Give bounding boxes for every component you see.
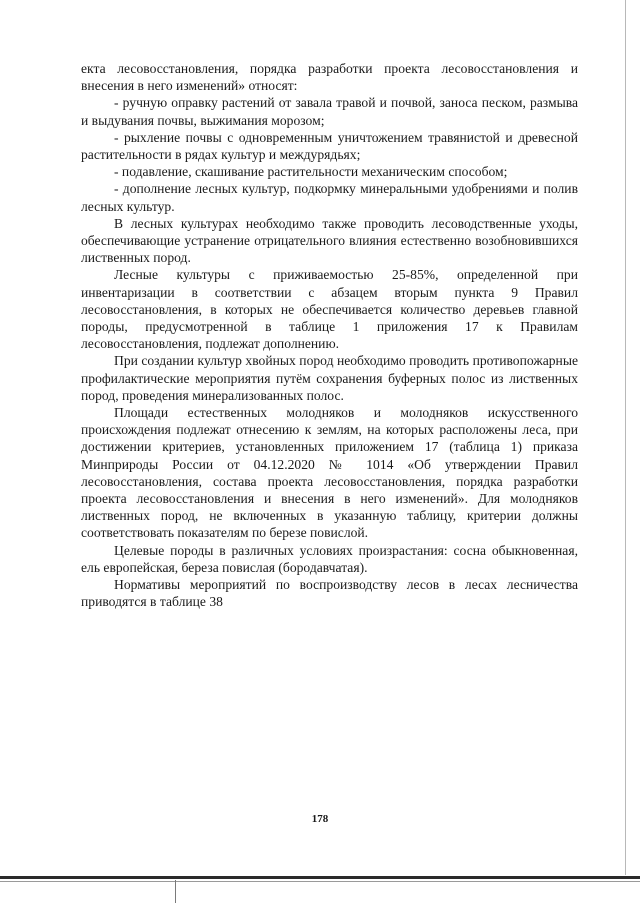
page-number: 178: [311, 813, 329, 825]
paragraph-9: Площади естественных молодняков и молодняков искусственного происхождения подлежат отнесению к землям, на которых расположены леса, при достижении критериев, установленных приложением 17 (таблица 1) приказа Минприроды России от 04.12.2020 № 1014 «Об утверждении Правил лесовосстановления, состава проекта лесовосстановления, порядка разработки проекта лесовосстановления и внесения в него изменений». Для молодняков лиственных пород, не включенных в указанную таблицу, критерии должны соответствовать показателям по березе повислой.: [81, 405, 578, 541]
paragraph-11: Нормативы мероприятий по воспроизводству лесов в лесах лесничества приводятся в таблице 38: [81, 577, 578, 610]
paragraph-4: - подавление, скашивание растительности механическим способом;: [114, 164, 508, 180]
scan-edge-tick: [175, 880, 176, 903]
document-body: [81, 60, 578, 611]
paragraph-5: - дополнение лесных культур, подкормку минеральными удобрениями и полив лесных культур.: [81, 181, 578, 214]
paragraph-1: екта лесовосстановления, порядка разработки проекта лесовосстановления и внесения в него изменений» относят:: [81, 61, 578, 94]
scan-edge-bottom: [0, 876, 640, 879]
scan-edge-right: [625, 0, 626, 875]
paragraph-2: - ручную оправку растений от завала травой и почвой, заноса песком, размыва и выдувания почвы, выжимания морозом;: [81, 95, 578, 128]
scan-edge-bottom-faint: [0, 881, 640, 882]
paragraph-7: Лесные культуры с приживаемостью 25-85%, определенной при инвентаризации в соответствии с абзацем вторым пункта 9 Правил лесовосстановления, в которых не обеспечивается количество деревьев главной породы, предусмотренной в таблице 1 приложения 17 к Правилам лесовосстановления, подлежат дополнению.: [81, 267, 578, 352]
paragraph-6: В лесных культурах необходимо также проводить лесоводственные уходы, обеспечивающие устранение отрицательного влияния естественно возобновившихся лиственных пород.: [81, 215, 578, 266]
paragraph-8: При создании культур хвойных пород необходимо проводить противопожарные профилактические мероприятия путём сохранения буферных полос из лиственных пород, проведения минерализованных полос.: [81, 353, 578, 403]
paragraph-3: - рыхление почвы с одновременным уничтожением травянистой и древесной растительности в рядах культур и междурядьях;: [81, 129, 578, 163]
paragraph-10: Целевые породы в различных условиях произрастания: сосна обыкновенная, ель европейская, береза повислая (бородавчатая).: [81, 542, 578, 575]
